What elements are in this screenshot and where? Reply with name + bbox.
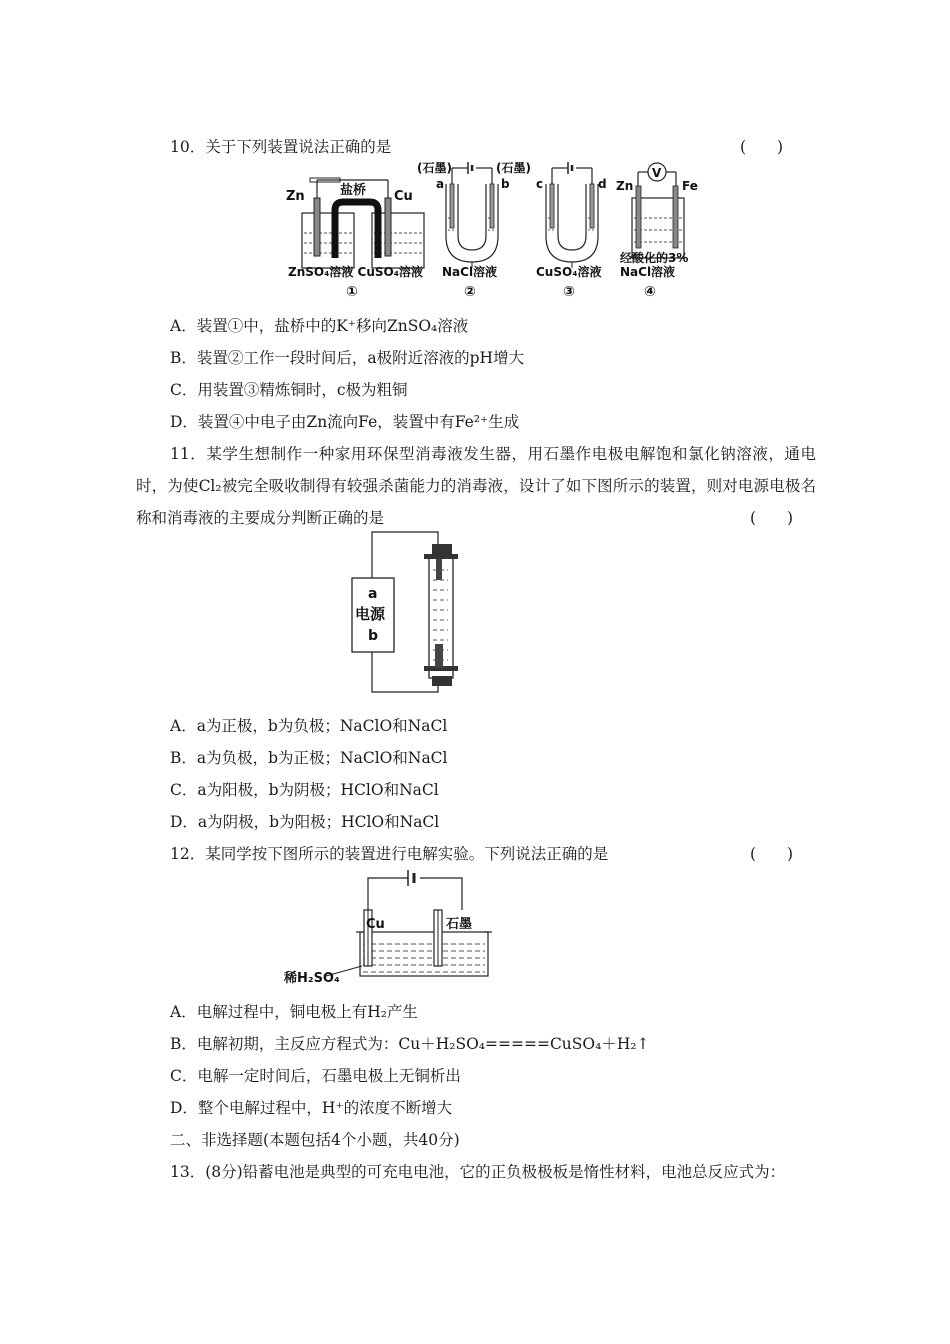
d4-voltmeter: V [652, 166, 662, 180]
d1-zn-label: Zn [286, 189, 305, 204]
q10-stem: 10．关于下列装置说法正确的是 [170, 138, 392, 156]
d4-solution-line2: NaCl溶液 [620, 265, 676, 279]
device-1 [286, 178, 424, 300]
q11-answer-bracket: ( ) [750, 509, 794, 527]
q11-power-b: b [368, 628, 379, 644]
q11-option-d: D．a为阴极，b为阳极；HClO和NaCl [170, 813, 440, 831]
q12-stem: 12．某同学按下图所示的装置进行电解实验。下列说法正确的是 [170, 845, 609, 863]
d3-number: ③ [563, 284, 575, 300]
q10-option-a: A．装置①中，盐桥中的K⁺移向ZnSO₄溶液 [170, 317, 469, 335]
d1-solution-label: ZnSO₄溶液 CuSO₄溶液 [288, 265, 423, 279]
q11-power-label: 电源 [355, 605, 386, 623]
q11-option-c: C．a为阳极，b为阴极；HClO和NaCl [170, 781, 439, 799]
d4-fe-label: Fe [682, 179, 698, 193]
device-2 [417, 160, 531, 300]
q11-stem: 11．某学生想制作一种家用环保型消毒液发生器，用石墨作电极电解饱和氯化钠溶液，通电时，为使Cl₂被完全吸收制得有较强杀菌能力的消毒液，设计了如下图所示的装置，则对电源电极名称和消毒液的主要成分判断正确的是 [136, 445, 816, 527]
d2-electrode-a: a [436, 177, 445, 191]
q13-stem: 13．(8分)铅蓄电池是典型的可充电电池，它的正负极极板是惰性材料，电池总反应式为： [170, 1163, 786, 1181]
d2-number: ② [464, 284, 476, 300]
d2-solution-label: NaCl溶液 [442, 265, 498, 279]
d2-electrode-b: b [501, 177, 510, 191]
device-3 [536, 162, 607, 300]
d4-zn-label: Zn [616, 179, 634, 193]
q12-figure [280, 866, 500, 988]
d3-electrode-c: c [536, 177, 544, 191]
q10-answer-bracket: ( ) [740, 138, 784, 156]
d1-cu-label: Cu [394, 189, 413, 204]
d3-electrode-d: d [598, 177, 607, 191]
d4-number: ④ [644, 284, 656, 300]
section-2-heading: 二、非选择题(本题包括4个小题，共40分) [170, 1131, 460, 1149]
q12-option-c: C．电解一定时间后，石墨电极上无铜析出 [170, 1067, 461, 1085]
q12-option-b: B．电解初期，主反应方程式为：Cu＋H₂SO₄=====CuSO₄＋H₂↑ [170, 1035, 650, 1053]
d2-right-graphite: (石墨) [496, 161, 531, 175]
q11-power-a: a [368, 586, 378, 602]
q12-solution-label: 稀H₂SO₄ [284, 971, 340, 986]
q12-option-d: D．整个电解过程中，H⁺的浓度不断增大 [170, 1099, 453, 1117]
q12-option-a: A．电解过程中，铜电极上有H₂产生 [170, 1003, 418, 1021]
d1-bridge-label: 盐桥 [340, 183, 367, 198]
q10-option-d: D．装置④中电子由Zn流向Fe，装置中有Fe²⁺生成 [170, 413, 520, 431]
d3-solution-label: CuSO₄溶液 [536, 265, 602, 279]
q10-option-c: C．用装置③精炼铜时，c极为粗铜 [170, 381, 408, 399]
q12-answer-bracket: ( ) [750, 845, 794, 863]
q10-option-b: B．装置②工作一段时间后，a极附近溶液的pH增大 [170, 349, 525, 367]
device-4 [616, 163, 698, 300]
q11-option-b: B．a为负极，b为正极；NaClO和NaCl [170, 749, 448, 767]
q10-figure [280, 158, 700, 303]
d1-number: ① [346, 284, 358, 300]
q12-cu-label: Cu [366, 917, 385, 932]
q12-graphite-label: 石墨 [446, 917, 473, 932]
q11-figure [340, 528, 490, 696]
d4-solution-line1: 经酸化的3% [620, 251, 689, 265]
q11-option-a: A．a为正极，b为负极；NaClO和NaCl [170, 717, 448, 735]
d2-left-graphite: (石墨) [417, 161, 452, 175]
